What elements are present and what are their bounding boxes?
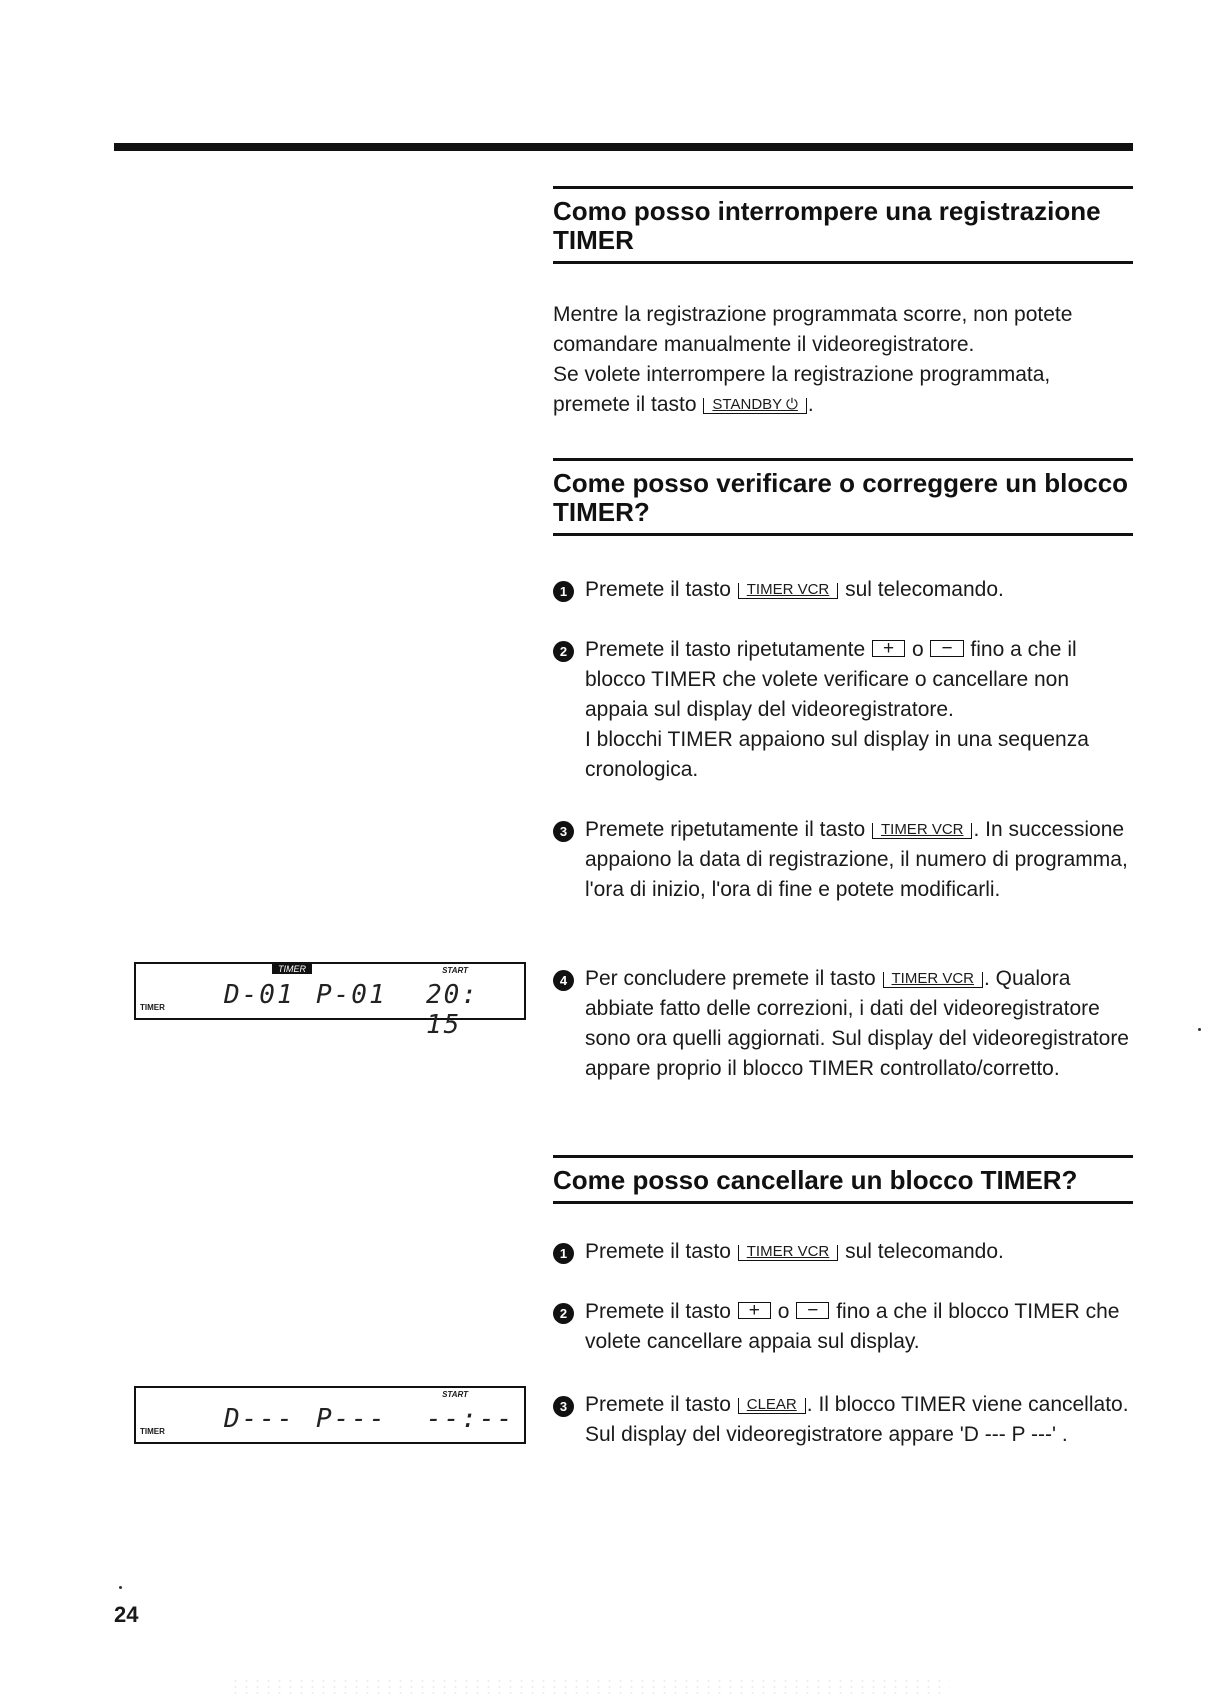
step-text: Premete il tasto xyxy=(585,1393,731,1416)
minus-key: − xyxy=(930,640,963,657)
top-rule xyxy=(114,143,1133,151)
timer-vcr-key: TIMER VCR xyxy=(738,1245,839,1261)
step-text: sul telecomando. xyxy=(845,578,1004,601)
timer-vcr-key: TIMER VCR xyxy=(872,823,973,839)
section-heading: Come posso verificare o correggere un blocco TIMER? xyxy=(553,458,1133,536)
display-date: D-01 xyxy=(224,980,295,1010)
step-text: Premete ripetutamente il tasto xyxy=(585,818,866,841)
plus-key: + xyxy=(738,1302,771,1319)
timer-label: TIMER xyxy=(140,1003,165,1012)
step-item xyxy=(553,1390,1133,1450)
step-number-icon: 1 xyxy=(553,1243,574,1264)
display-program: P-01 xyxy=(316,980,387,1010)
section-check-block xyxy=(553,458,1133,536)
section-heading: Come posso cancellare un blocco TIMER? xyxy=(553,1155,1133,1204)
display-program: P--- xyxy=(316,1404,387,1434)
step-text: . Il blocco TIMER viene cancellato. Sul display del videoregistratore appare 'D --- P ---' . xyxy=(585,1393,1129,1446)
vcr-display-cleared-block xyxy=(134,1386,526,1444)
step-text: . In successione appaiono la data di registrazione, il numero di programma, l'ora di inizio, l'ora di fine e potete modificarli. xyxy=(585,818,1128,901)
paragraph-text: . xyxy=(807,393,814,416)
page-number: 24 xyxy=(114,1602,139,1627)
display-time: 20: 15 xyxy=(426,980,479,1040)
start-indicator: START xyxy=(442,1390,468,1399)
section-heading: Como posso interrompere una registrazione TIMER xyxy=(553,186,1133,264)
section-delete-block xyxy=(553,1155,1133,1204)
scan-noise xyxy=(230,1678,950,1696)
standby-key: STANDBY ⏻ xyxy=(703,398,807,414)
display-time: --:-- xyxy=(426,1404,515,1434)
step-text: Premete il tasto xyxy=(585,1300,731,1323)
step-text: Premete il tasto xyxy=(585,1240,731,1263)
step-text: o xyxy=(911,638,924,661)
step-text: Premete il tasto ripetutamente xyxy=(585,638,866,661)
step-text: . Qualora abbiate fatto delle correzioni, i dati del videoregistratore sono ora quelli aggiornati. Sul display del videoregistratore appare proprio il blocco TIMER controllato/corretto. xyxy=(585,967,1129,1080)
start-indicator: START xyxy=(442,966,468,975)
paragraph-line: comandare manualmente il videoregistratore. xyxy=(553,333,975,356)
step-item xyxy=(553,815,1133,905)
scan-speck xyxy=(1198,1028,1201,1031)
paragraph-text: premete il tasto xyxy=(553,393,697,416)
timer-indicator: TIMER xyxy=(272,964,312,974)
step-text: o xyxy=(777,1300,790,1323)
step-text: Premete il tasto xyxy=(585,578,731,601)
step-number-icon: 1 xyxy=(553,581,574,602)
plus-key: + xyxy=(872,640,905,657)
timer-label: TIMER xyxy=(140,1427,165,1436)
step-number-icon: 3 xyxy=(553,1396,574,1417)
step-item xyxy=(553,635,1133,785)
vcr-display-timer-block xyxy=(134,962,526,1040)
minus-key: − xyxy=(796,1302,829,1319)
timer-vcr-key: TIMER VCR xyxy=(883,972,984,988)
step-item xyxy=(553,1297,1133,1357)
section-stop-recording xyxy=(553,186,1133,420)
step-number-icon: 4 xyxy=(553,970,574,991)
step-extra-text: I blocchi TIMER appaiono sul display in una sequenza cronologica. xyxy=(585,728,1089,781)
paragraph-line xyxy=(553,390,1133,420)
step-text: Per concludere premete il tasto xyxy=(585,967,876,990)
step-item xyxy=(553,575,1133,605)
step-number-icon: 3 xyxy=(553,821,574,842)
paragraph-line: Mentre la registrazione programmata scorre, non potete xyxy=(553,303,1073,326)
clear-key: CLEAR xyxy=(738,1398,806,1414)
step-text: sul telecomando. xyxy=(845,1240,1004,1263)
scan-speck xyxy=(119,1586,122,1589)
step-number-icon: 2 xyxy=(553,641,574,662)
step-text: fino a che il blocco TIMER che volete cancellare appaia sul display. xyxy=(585,1300,1120,1353)
timer-vcr-key: TIMER VCR xyxy=(738,583,839,599)
step-text: fino a che il blocco TIMER che volete verificare o cancellare non appaia sul display del videoregistratore. xyxy=(585,638,1077,721)
display-date: D--- xyxy=(224,1404,295,1434)
paragraph-line: Se volete interrompere la registrazione programmata, xyxy=(553,363,1051,386)
step-number-icon: 2 xyxy=(553,1303,574,1324)
step-item xyxy=(553,964,1133,1084)
step-item xyxy=(553,1237,1133,1267)
